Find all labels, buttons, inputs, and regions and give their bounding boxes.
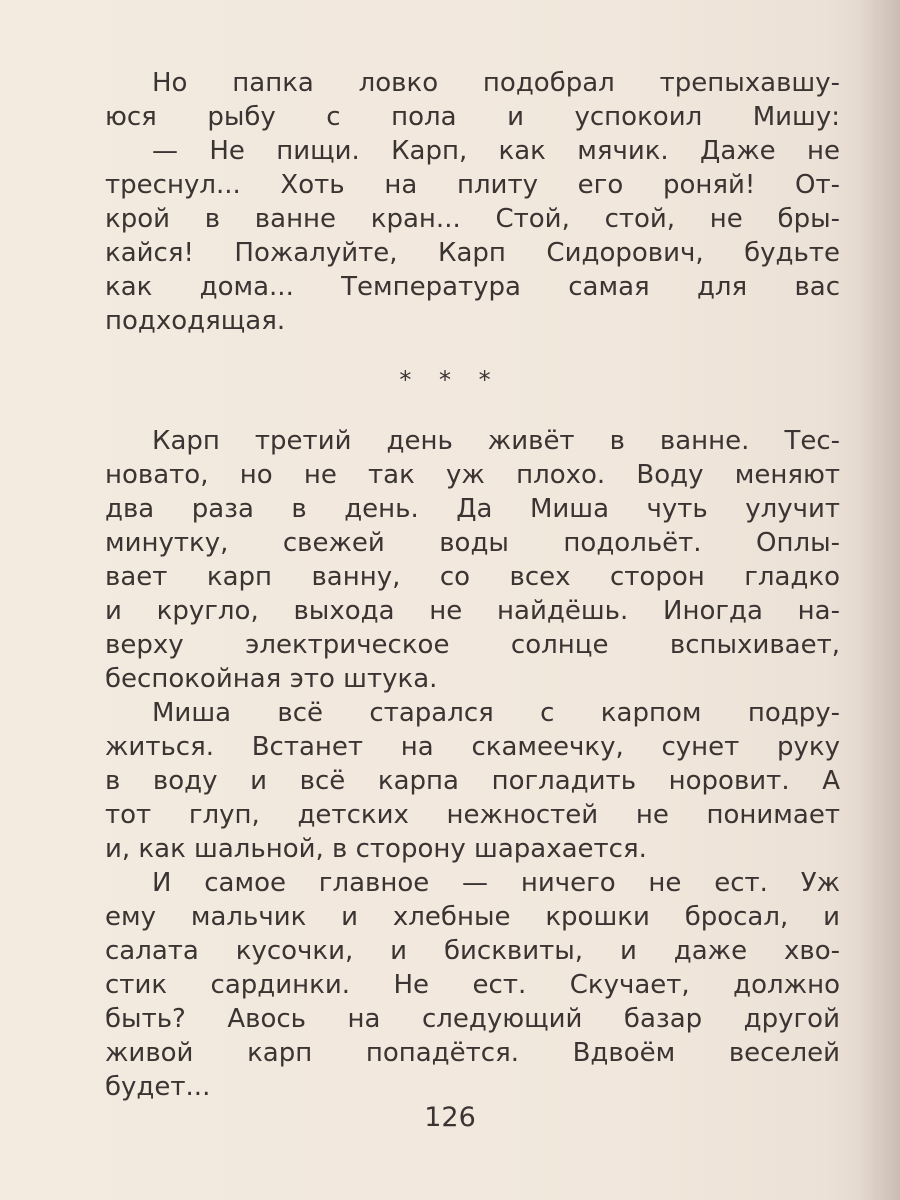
text-line: в воду и всё карпа погладить норовит. А bbox=[105, 766, 840, 796]
text-line: быть? Авось на следующий базар другой bbox=[105, 1004, 840, 1034]
section-separator: * * * bbox=[399, 366, 501, 394]
text-line: треснул... Хоть на плиту его роняй! От- bbox=[105, 170, 840, 200]
text-line: и кругло, выхода не найдёшь. Иногда на- bbox=[105, 596, 840, 626]
text-line: Но папка ловко подобрал трепыхавшу- bbox=[152, 68, 840, 98]
text-line: два раза в день. Да Миша чуть улучит bbox=[105, 494, 840, 524]
text-line: крой в ванне кран... Стой, стой, не бры- bbox=[105, 204, 840, 234]
text-line: ему мальчик и хлебные крошки бросал, и bbox=[105, 902, 840, 932]
text-line: И самое главное — ничего не ест. Уж bbox=[152, 868, 840, 898]
text-line: и, как шальной, в сторону шарахается. bbox=[105, 834, 647, 864]
text-line: юся рыбу с пола и успокоил Мишу: bbox=[105, 102, 840, 132]
paragraph-group-1 bbox=[105, 66, 840, 338]
binding-shadow bbox=[860, 0, 900, 1200]
text-line: как дома... Температура самая для вас bbox=[105, 272, 840, 302]
text-line: тот глуп, детских нежностей не понимает bbox=[105, 800, 840, 830]
text-line: беспокойная это штука. bbox=[105, 664, 438, 694]
text-line: салата кусочки, и бисквиты, и даже хво- bbox=[105, 936, 840, 966]
text-line: подходящая. bbox=[105, 306, 286, 336]
text-line: вает карп ванну, со всех сторон гладко bbox=[105, 562, 840, 592]
text-line: житься. Встанет на скамеечку, сунет руку bbox=[105, 732, 840, 762]
text-line: — Не пищи. Карп, как мячик. Даже не bbox=[152, 136, 840, 166]
paragraph-group-2 bbox=[105, 424, 840, 1104]
text-line: стик сардинки. Не ест. Скучает, должно bbox=[105, 970, 840, 1000]
text-line: верху электрическое солнце вспыхивает, bbox=[105, 630, 840, 660]
text-line: Карп третий день живёт в ванне. Тес- bbox=[152, 426, 840, 456]
text-line: новато, но не так уж плохо. Воду меняют bbox=[105, 460, 840, 490]
text-line: Миша всё старался с карпом подру- bbox=[152, 698, 840, 728]
text-line: живой карп попадётся. Вдвоём веселей bbox=[105, 1038, 840, 1068]
text-line: будет... bbox=[105, 1072, 211, 1102]
text-line: кайся! Пожалуйте, Карп Сидорович, будьте bbox=[105, 238, 840, 268]
text-line: минутку, свежей воды подольёт. Оплы- bbox=[105, 528, 840, 558]
page-number: 126 bbox=[424, 1102, 476, 1133]
